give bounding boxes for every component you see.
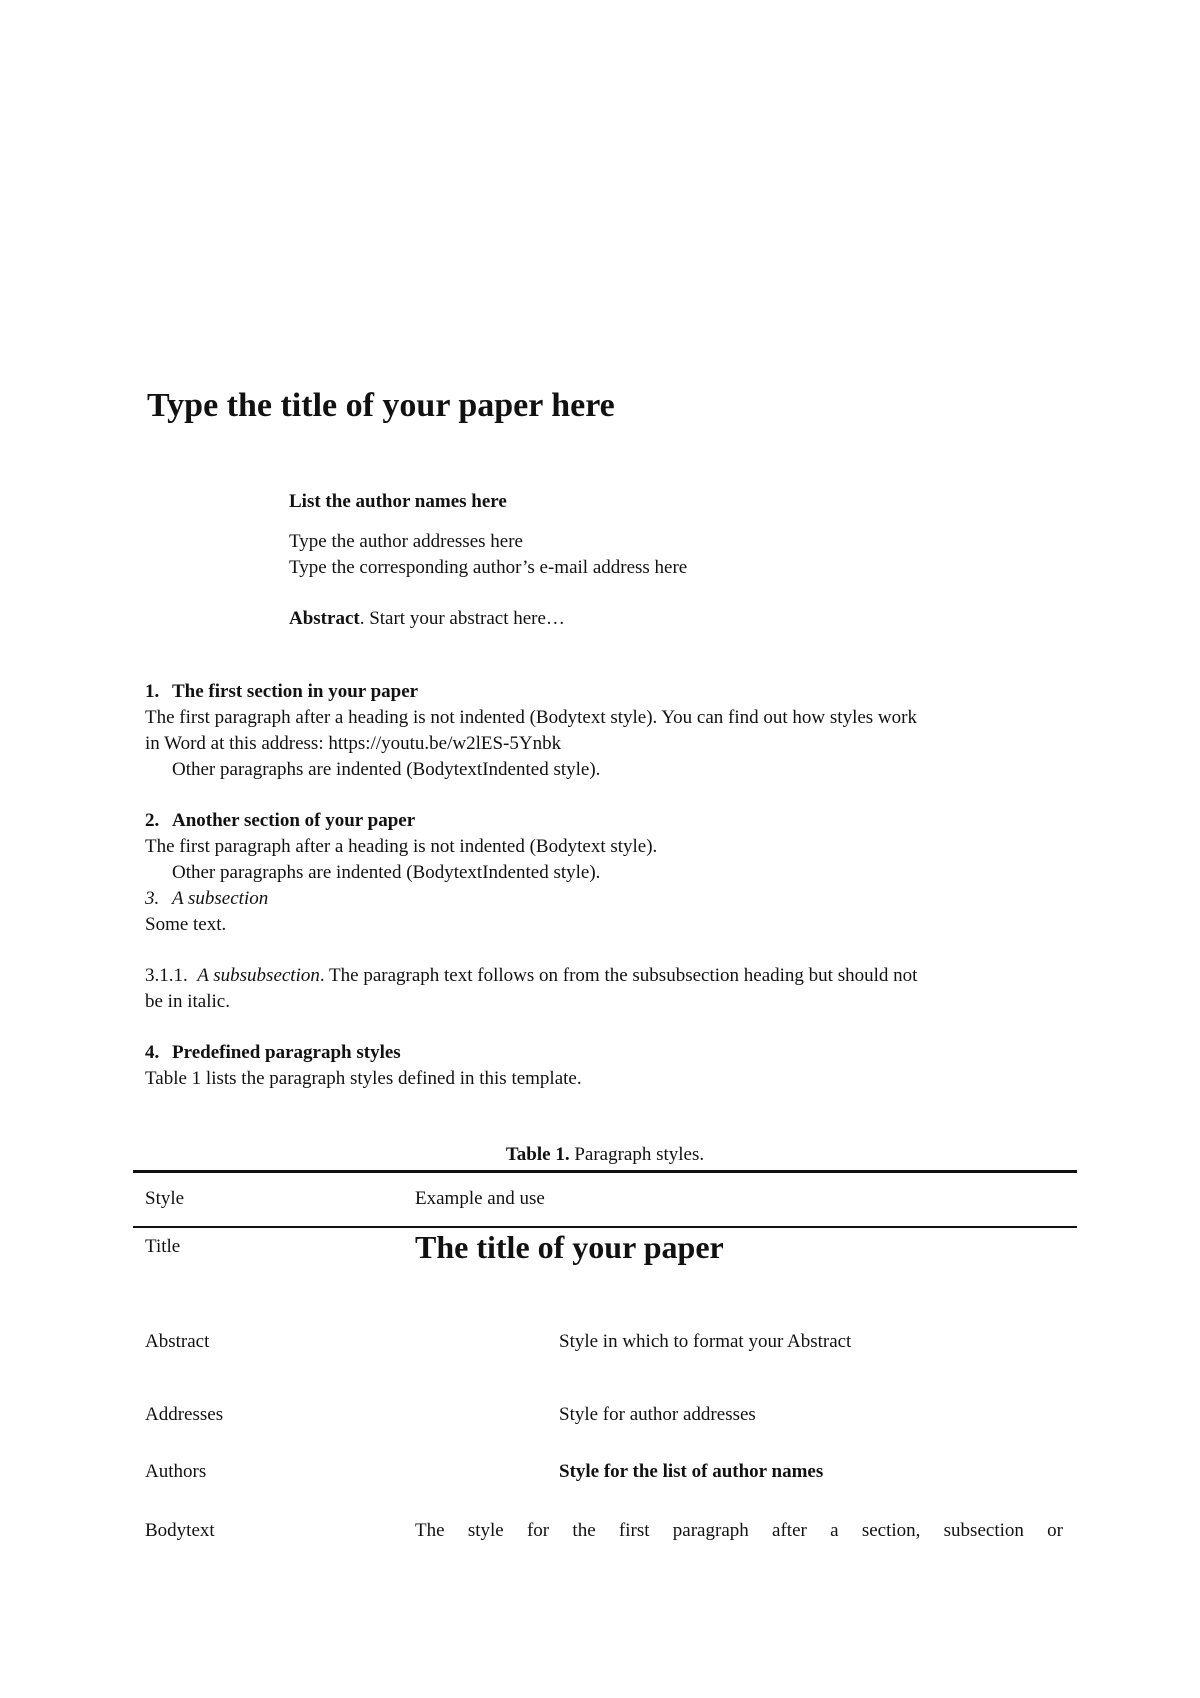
section-1-para2: Other paragraphs are indented (BodytextIndented style). [172, 759, 601, 780]
author-names: List the author names here [289, 491, 507, 512]
abstract [289, 606, 565, 632]
table-header-style: Style [145, 1188, 185, 1209]
table-row-style: Addresses [145, 1404, 224, 1425]
section-311-line1: 3.1.1. A subsubsection. The paragraph text follows on from the subsubsection heading but should not [145, 965, 918, 986]
section-1-para1-line2: in Word at this address: https://youtu.be/w2lES-5Ynbk [145, 733, 562, 754]
section-3-text: Some text. [145, 914, 227, 935]
table-row-example: Style in which to format your Abstract [559, 1331, 852, 1352]
section-1-para1-line1: The first paragraph after a heading is not indented (Bodytext style). You can find out how styles work [145, 707, 917, 728]
table-row-style: Bodytext [145, 1520, 215, 1541]
section-2-heading: 2. Another section of your paper [145, 810, 416, 831]
table-row-style: Abstract [145, 1331, 210, 1352]
section-2-para1: The first paragraph after a heading is not indented (Bodytext style). [145, 836, 658, 857]
paper-title: Type the title of your paper here [147, 387, 615, 424]
author-email: Type the corresponding author’s e-mail address here [289, 557, 688, 578]
table-row-example: The style for the first paragraph after a section, subsection or [415, 1520, 1063, 1541]
author-addresses: Type the author addresses here [289, 531, 523, 552]
table-row-example: The title of your paper [415, 1229, 724, 1265]
table-row-style: Authors [145, 1461, 207, 1482]
table-caption: Table 1. Paragraph styles. [505, 1144, 705, 1165]
section-4-heading: 4. Predefined paragraph styles [145, 1042, 401, 1063]
section-1-heading: 1. The first section in your paper [145, 681, 419, 702]
table-row-example: Style for author addresses [559, 1404, 756, 1425]
table-row-style: Title [145, 1236, 181, 1257]
table-header-example: Example and use [415, 1188, 545, 1209]
table-top-rule [133, 1170, 1077, 1173]
table-row-example: Style for the list of author names [559, 1461, 824, 1482]
section-2-para2: Other paragraphs are indented (BodytextIndented style). [172, 862, 601, 883]
abstract-text: . Start your abstract here… [359, 608, 565, 629]
section-3-heading: 3. A subsection [145, 888, 269, 909]
section-4-para1: Table 1 lists the paragraph styles defined in this template. [145, 1068, 582, 1089]
section-311-line2: be in italic. [145, 991, 230, 1012]
abstract-label: Abstract [289, 608, 360, 629]
